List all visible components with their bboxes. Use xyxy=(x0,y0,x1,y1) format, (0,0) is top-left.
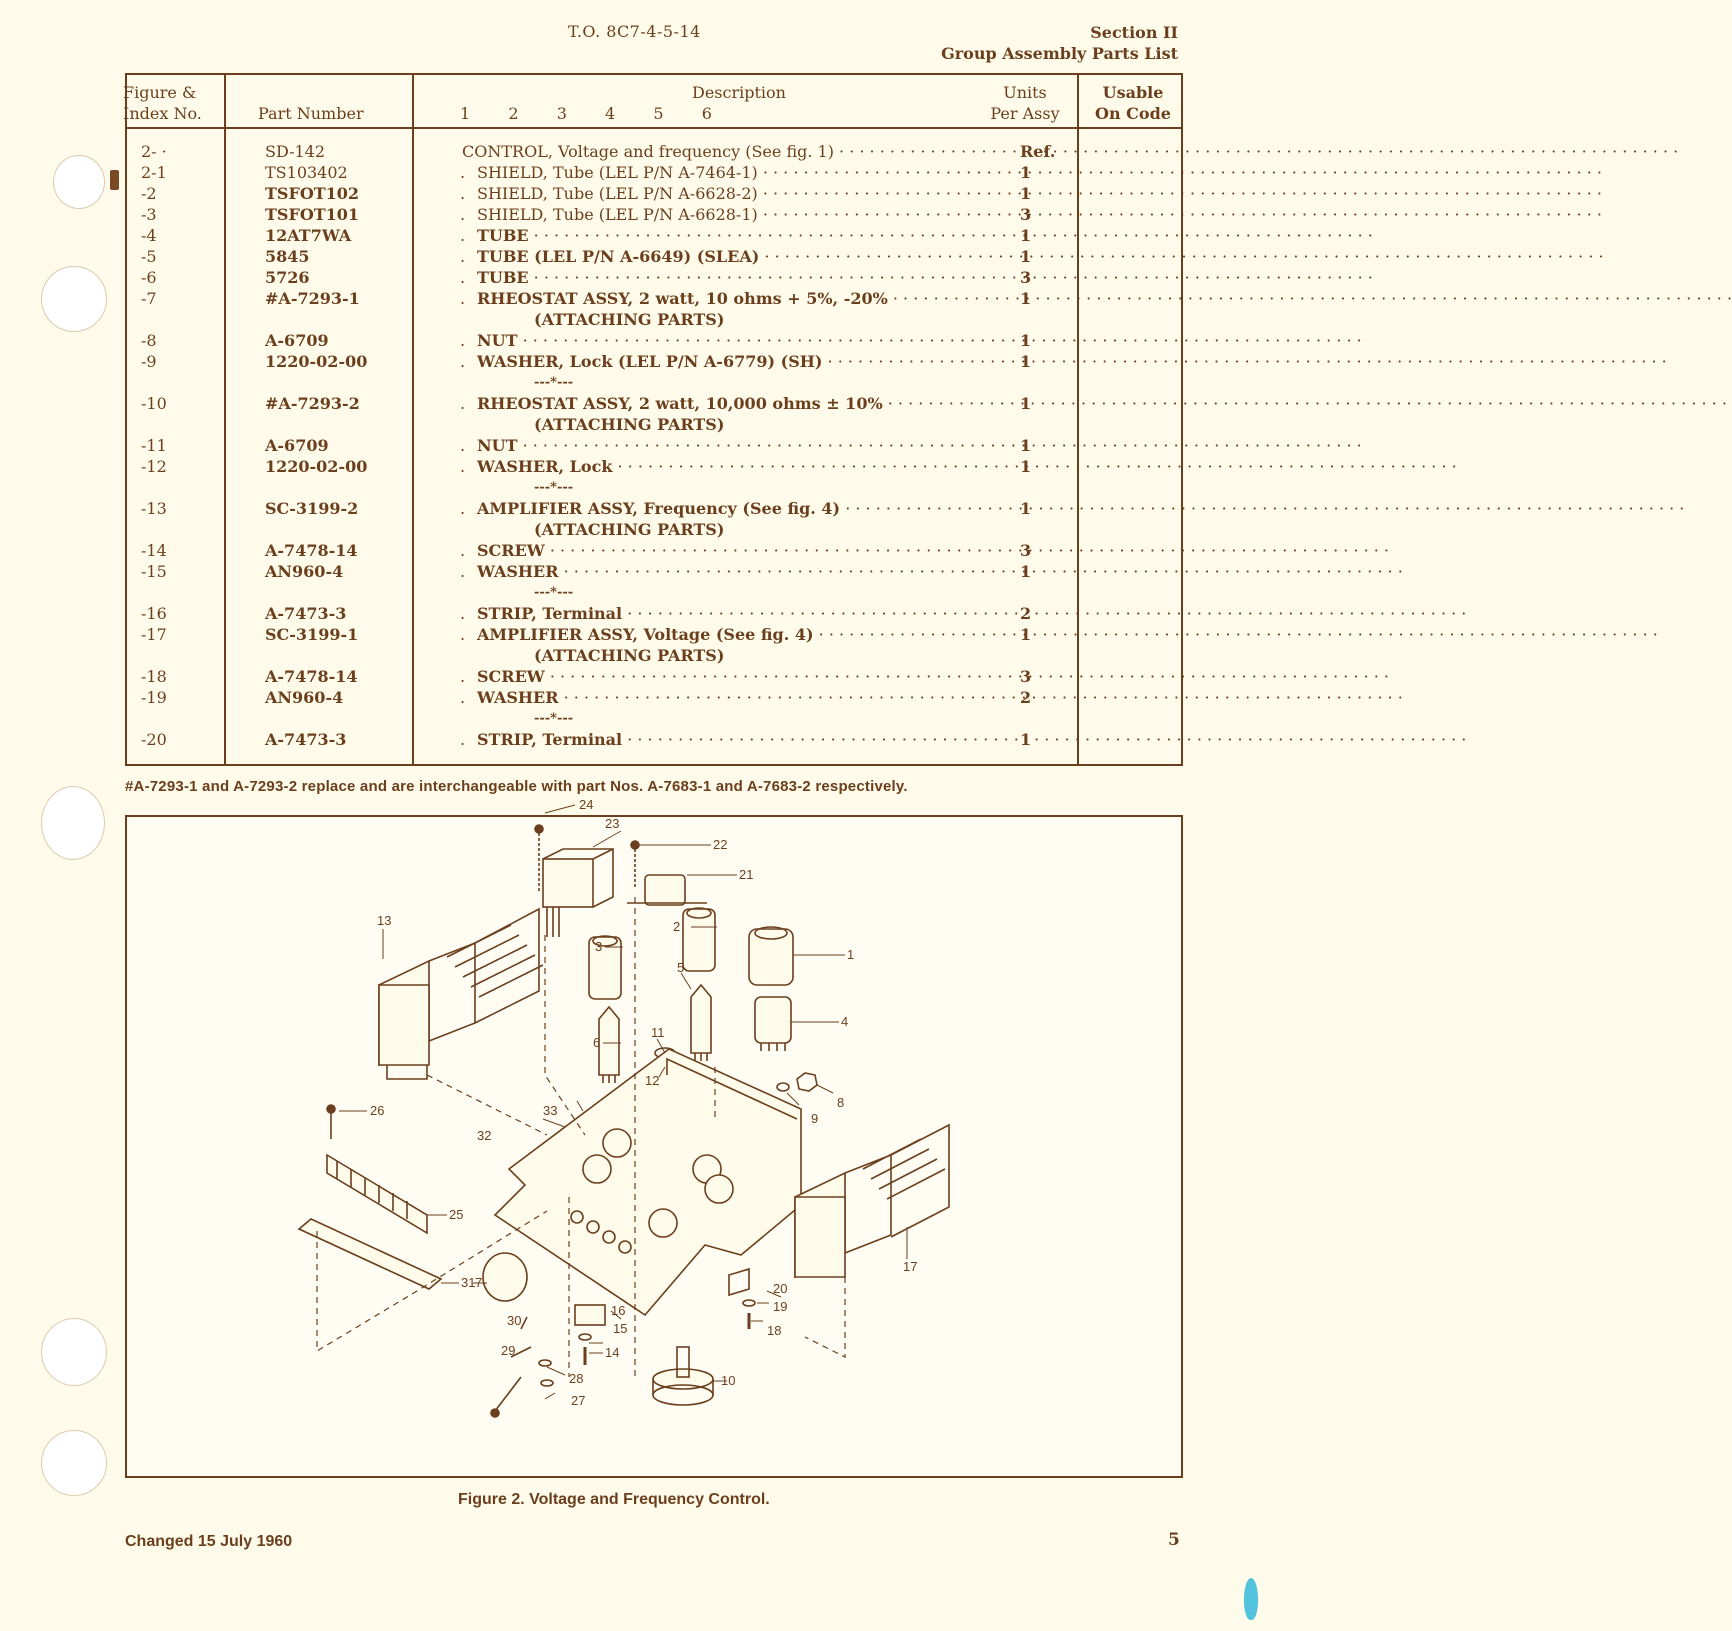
callout-6: 6 xyxy=(593,1035,601,1050)
table-row: -12 1220-02-00 . WASHER, Lock · · · 1 xyxy=(127,456,1181,477)
callout-7: 7 xyxy=(475,1275,483,1290)
rheostat-10-drawing xyxy=(653,1347,713,1405)
terminal-board-25-drawing xyxy=(327,1155,427,1233)
punch-hole xyxy=(41,1318,107,1386)
col-header-description: Description xyxy=(692,83,786,102)
punch-hole xyxy=(53,155,105,209)
callout-31: 31 xyxy=(461,1275,476,1290)
section-heading xyxy=(941,22,1178,64)
callout-17: 17 xyxy=(903,1259,918,1274)
header-divider xyxy=(127,127,1181,129)
table-row: 2-1 TS103402 . SHIELD, Tube (LEL P/N A-7464-1) · · · 1 xyxy=(127,162,1181,183)
table-row-attaching-parts: (ATTACHING PARTS) xyxy=(534,415,725,434)
callout-10: 10 xyxy=(721,1373,736,1388)
section-title: Group Assembly Parts List xyxy=(941,44,1178,63)
tube-shield-1-drawing xyxy=(749,927,793,985)
tube-4-drawing xyxy=(755,997,791,1051)
callout-28: 28 xyxy=(569,1371,584,1386)
table-row: -7 #A-7293-1 . RHEOSTAT ASSY, 2 watt, 10 ohms + 5%, -20% · · · 1 xyxy=(127,288,1181,309)
figure-caption: Figure 2. Voltage and Frequency Control. xyxy=(458,1491,770,1508)
callout-15: 15 xyxy=(613,1321,628,1336)
callout-13: 13 xyxy=(377,913,392,928)
tube-shield-3-drawing xyxy=(589,936,621,999)
col-header-part-number: Part Number xyxy=(258,104,364,123)
table-row: -16 A-7473-3 . STRIP, Terminal · · · 2 xyxy=(127,603,1181,624)
tube-shield-2-drawing xyxy=(683,908,715,971)
col-header-units: Units Per Assy xyxy=(990,83,1060,123)
table-row: -20 A-7473-3 . STRIP, Terminal · · · 1 xyxy=(127,729,1181,750)
table-row: -17 SC-3199-1 . AMPLIFIER ASSY, Voltage (See fig. 4) · · · 1 xyxy=(127,624,1181,645)
page-number: 5 xyxy=(1168,1530,1180,1550)
exploded-view-figure xyxy=(125,797,1183,1478)
table-row-attaching-parts: (ATTACHING PARTS) xyxy=(534,520,725,539)
amplifier-assy-13-drawing xyxy=(379,909,543,1079)
table-body xyxy=(127,141,1181,750)
table-row-separator: ---*--- xyxy=(534,375,574,390)
section-number: Section II xyxy=(1090,23,1178,42)
callout-9: 9 xyxy=(811,1111,819,1126)
callout-5: 5 xyxy=(677,960,685,975)
table-row: -2 TSFOT102 . SHIELD, Tube (LEL P/N A-6628-2) · · · 1 xyxy=(127,183,1181,204)
table-row-separator: ---*--- xyxy=(534,585,574,600)
punch-hole xyxy=(41,786,105,860)
table-row: -9 1220-02-00 . WASHER, Lock (LEL P/N A-6779) (SH) · · · 1 xyxy=(127,351,1181,372)
punch-hole xyxy=(41,266,107,332)
callout-19: 19 xyxy=(773,1299,788,1314)
table-row: -10 #A-7293-2 . RHEOSTAT ASSY, 2 watt, 10,000 ohms ± 10% · · · 1 xyxy=(127,393,1181,414)
table-row-separator: ---*--- xyxy=(534,711,574,726)
callout-29: 29 xyxy=(501,1343,516,1358)
punch-hole xyxy=(41,1430,107,1496)
parts-list-table xyxy=(125,73,1183,766)
table-row: -19 AN960-4 . WASHER · · · 2 xyxy=(127,687,1181,708)
callout-21: 21 xyxy=(739,867,754,882)
change-date: Changed 15 July 1960 xyxy=(125,1533,293,1550)
table-row: -8 A-6709 . NUT · · · 1 xyxy=(127,330,1181,351)
col-header-usable-on-code: Usable On Code xyxy=(1095,83,1171,123)
table-row: -13 SC-3199-2 . AMPLIFIER ASSY, Frequency (See fig. 4) · · · 1 xyxy=(127,498,1181,519)
callout-2: 2 xyxy=(673,919,681,934)
callout-4: 4 xyxy=(841,1014,849,1029)
callout-11: 11 xyxy=(651,1025,665,1040)
callout-14: 14 xyxy=(605,1345,620,1360)
choke-21-drawing xyxy=(627,841,707,905)
callout-16: 16 xyxy=(611,1303,626,1318)
callout-30: 30 xyxy=(507,1313,522,1328)
col-header-figure-index: Figure & Index No. xyxy=(123,83,202,123)
table-row: -5 5845 . TUBE (LEL P/N A-6649) (SLEA) · · · 1 xyxy=(127,246,1181,267)
callout-32: 32 xyxy=(477,1128,492,1143)
callout-26: 26 xyxy=(370,1103,385,1118)
table-row: 2- · SD-142 CONTROL, Voltage and frequency (See fig. 1) · · · Ref. xyxy=(127,141,1181,162)
exploded-view-drawing xyxy=(127,797,1181,1476)
table-row: -14 A-7478-14 . SCREW · · · 3 xyxy=(127,540,1181,561)
callout-12: 12 xyxy=(645,1073,660,1088)
table-row: -6 5726 . TUBE · · · 3 xyxy=(127,267,1181,288)
change-bar-marker xyxy=(110,170,119,190)
table-row-attaching-parts: (ATTACHING PARTS) xyxy=(534,646,725,665)
callout-3: 3 xyxy=(595,939,603,954)
table-row-separator: ---*--- xyxy=(534,480,574,495)
callout-1: 1 xyxy=(847,947,855,962)
table-row: -11 A-6709 . NUT · · · 1 xyxy=(127,435,1181,456)
table-row: -4 12AT7WA . TUBE · · · 1 xyxy=(127,225,1181,246)
interchangeability-footnote: #A-7293-1 and A-7293-2 replace and are interchangeable with part Nos. A-7683-1 and A-7683-2 respectively. xyxy=(125,778,908,795)
ink-blot xyxy=(1244,1578,1258,1620)
callout-22: 22 xyxy=(713,837,728,852)
table-row-attaching-parts: (ATTACHING PARTS) xyxy=(534,310,725,329)
callout-27: 27 xyxy=(571,1393,586,1408)
chassis-32-drawing xyxy=(495,1049,801,1315)
tech-order-number: T.O. 8C7-4-5-14 xyxy=(568,22,701,41)
callout-8: 8 xyxy=(837,1095,845,1110)
callout-23: 23 xyxy=(605,816,620,831)
tube-5-drawing xyxy=(691,985,711,1061)
table-row: -3 TSFOT101 . SHIELD, Tube (LEL P/N A-6628-1) · · · 3 xyxy=(127,204,1181,225)
callout-25: 25 xyxy=(449,1207,464,1222)
amplifier-assy-17-drawing xyxy=(795,1125,949,1277)
callout-33: 33 xyxy=(543,1103,558,1118)
callout-20: 20 xyxy=(773,1281,788,1296)
col-header-indent-levels: 1 2 3 4 5 6 xyxy=(460,104,712,123)
tube-6-drawing xyxy=(599,1007,619,1083)
callout-24: 24 xyxy=(579,797,594,812)
table-row: -18 A-7478-14 . SCREW · · · 3 xyxy=(127,666,1181,687)
callout-18: 18 xyxy=(767,1323,782,1338)
table-row: -15 AN960-4 . WASHER · · · 1 xyxy=(127,561,1181,582)
